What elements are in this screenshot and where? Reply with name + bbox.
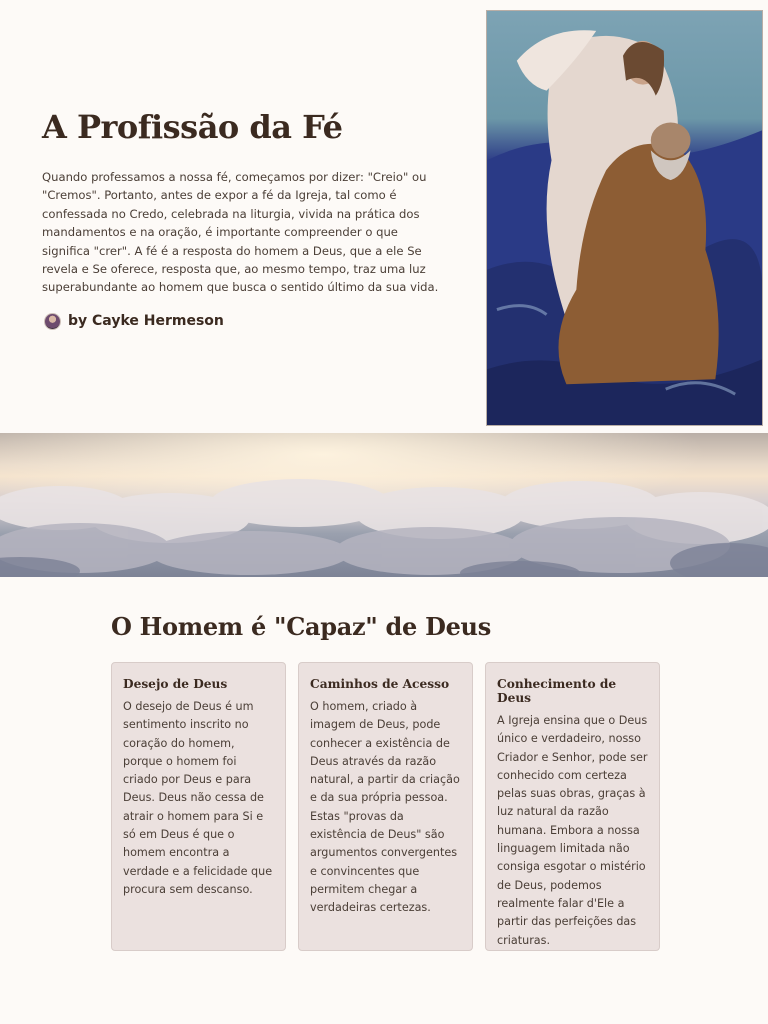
section-title: O Homem é "Capaz" de Deus xyxy=(111,612,491,641)
card-title: Caminhos de Acesso xyxy=(310,677,450,691)
cards-row xyxy=(111,662,660,951)
author-avatar[interactable] xyxy=(44,313,61,330)
card-body: O homem, criado à imagem de Deus, pode conhecer a existência de Deus através da razão natural, a partir da criação e da sua própria pessoa. Estas "provas da existência de Deus" são argumentos convergentes e convincentes que permitem chegar a verdadeiras certezas. xyxy=(310,700,460,915)
intro-paragraph: Quando professamos a nossa fé, começamos por dizer: "Creio" ou "Cremos". Portanto, antes de expor a fé da Igreja, tal como é confessada no Credo, celebrada na liturgia, vivida na prática dos mandamentos e na oração, é importante compreender o que significa "crer". A fé é a resposta do homem a Deus, que a ele Se revela e Se oferece, resposta que, ao mesmo tempo, traz uma luz superabundante ao homem que busca o sentido último da sua vida. xyxy=(42,170,439,295)
card-conhecimento-de-deus xyxy=(485,662,660,951)
author-byline[interactable] xyxy=(44,311,224,331)
card-caminhos-de-acesso xyxy=(298,662,473,951)
painting-illustration xyxy=(487,11,762,425)
hero-painting-image xyxy=(486,10,763,426)
card-title: Conhecimento de Deus xyxy=(497,677,617,705)
card-title: Desejo de Deus xyxy=(123,677,228,691)
card-body: O desejo de Deus é um sentimento inscrito no coração do homem, porque o homem foi criado por Deus e para Deus. Deus não cessa de atrair o homem para Si e só em Deus é que o homem encontra a verdade e a felicidade que procura sem descanso. xyxy=(123,700,273,896)
card-body: A Igreja ensina que o Deus único e verdadeiro, nosso Criador e Senhor, pode ser conhecido com certeza pelas suas obras, graças à luz natural da razão humana. Embora a nossa linguagem limitada não consiga esgotar o mistério de Deus, podemos realmente falar d'Ele a partir das perfeições das criaturas. xyxy=(497,714,648,947)
clouds-illustration xyxy=(0,433,768,577)
author-name[interactable]: by Cayke Hermeson xyxy=(68,313,224,329)
clouds-banner-image xyxy=(0,433,768,577)
page-title: A Profissão da Fé xyxy=(42,108,343,146)
card-desejo-de-deus xyxy=(111,662,286,951)
